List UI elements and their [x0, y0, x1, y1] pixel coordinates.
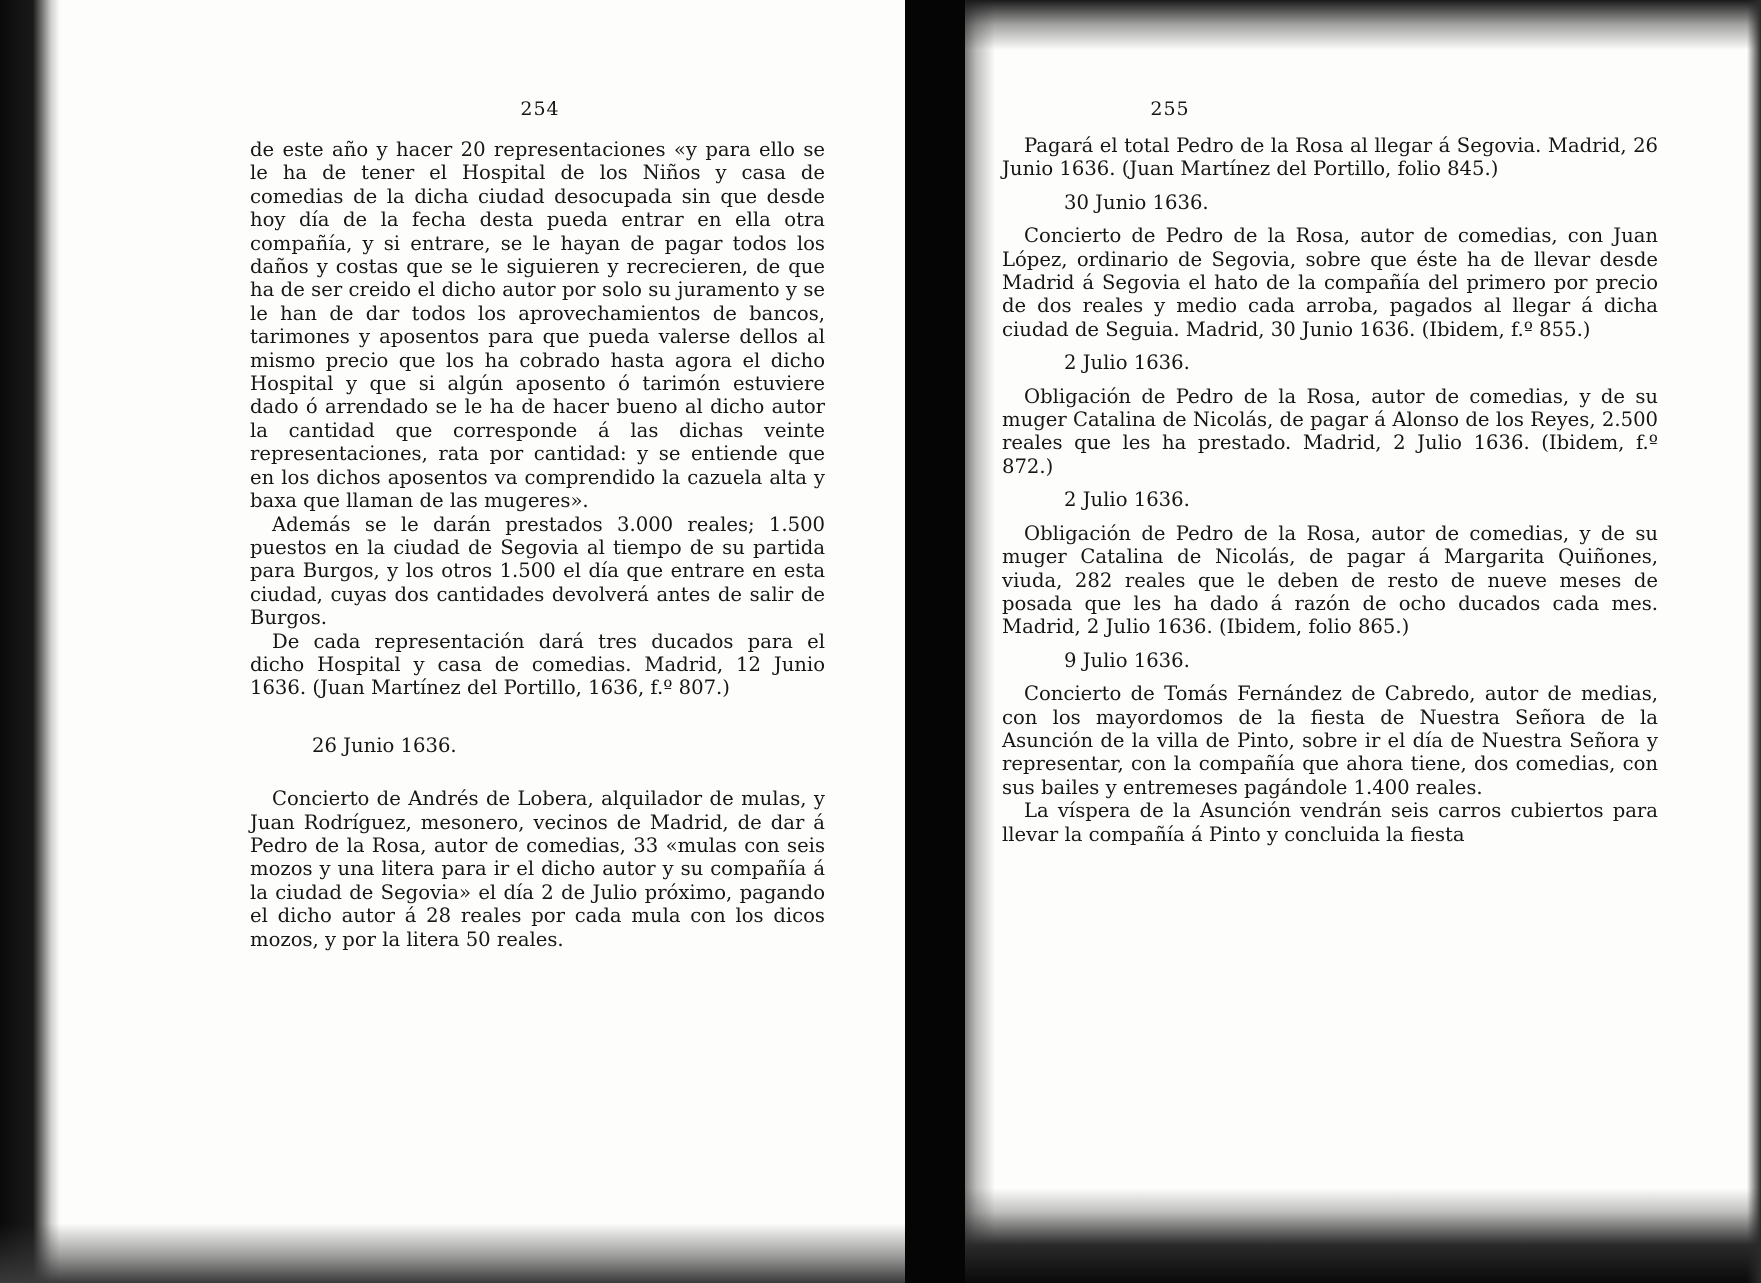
book-gutter — [905, 0, 965, 1283]
paragraph: Concierto de Pedro de la Rosa, autor de comedias, con Juan López, ordinario de Segovia, sobre que éste ha de llevar desde Madrid á Segovia el hato de la compañía del primero por precio de dos reales y medio cada arroba, pagados al llegar á dicha ciudad de Seguia. Madrid, 30 Junio 1636. (Ibidem, f.º 855.) — [1002, 224, 1658, 341]
right-page — [920, 0, 1761, 1283]
entry-date: 26 Junio 1636. — [312, 733, 457, 757]
scan-shadow-bottom — [920, 1188, 1761, 1283]
scan-shadow-bottom — [0, 1223, 920, 1283]
scan-shadow-top — [920, 0, 1761, 50]
scan-shadow-left — [0, 0, 60, 1283]
paragraph: Obligación de Pedro de la Rosa, autor de comedias, y de su muger Catalina de Nicolás, de pagar á Margarita Quiñones, viuda, 282 reales que le deben de resto de nueve meses de posada que les ha dado á razón de ocho ducados cada mes. Madrid, 2 Julio 1636. (Ibidem, folio 865.) — [1002, 521, 1658, 639]
scan-shadow-right — [1747, 0, 1761, 1283]
paragraph: de este año y hacer 20 representaciones «y para ello se le ha de tener el Hospital de los Niños y casa de comedias de la dicha ciudad desocupada sin que desde hoy día de la fecha desta pueda entrar en ella otra compañía, y si entrare, se le hayan de pagar todos los daños y costas que se le siguieren y recrecieren, de que ha de ser creido el dicho autor por solo su juramento y se le han de dar todos los aprovechamientos de bancos, tarimones y aposentos para que pueda valerse dellos al mismo precio que los ha cobrado hasta agora el dicho Hospital y que si algún aposento ó tarimón estuviere dado ó arrendado se le ha de hacer bueno al dicho autor la cantidad que corresponde á las dichas veinte representaciones, rata por cantidad: y se entiende que en los dichos aposentos va comprendido la cazuela alta y baxa que llaman de las mugeres». — [250, 138, 825, 513]
page-body — [250, 138, 825, 951]
entry-date: 9 Julio 1636. — [1064, 648, 1190, 672]
page-number: 255 — [1150, 98, 1190, 120]
page-body — [1002, 134, 1658, 846]
paragraph: Pagará el total Pedro de la Rosa al llegar á Segovia. Madrid, 26 Junio 1636. (Juan Martínez del Portillo, folio 845.) — [1002, 134, 1658, 181]
paragraph: Concierto de Andrés de Lobera, alquilador de mulas, y Juan Rodríguez, mesonero, vecinos de Madrid, de dar á Pedro de la Rosa, autor de comedias, 33 «mulas con seis mozos y una litera para ir el dicho autor y su compañía á la ciudad de Segovia» el día 2 de Julio próximo, pagando el dicho autor á 28 reales por cada mula con los dicos mozos, y por la litera 50 reales. — [250, 787, 825, 951]
entry-date: 2 Julio 1636. — [1064, 351, 1190, 375]
paragraph: Concierto de Tomás Fernández de Cabredo, autor de medias, con los mayordomos de la fiesta de Nuestra Señora de la Asunción de la villa de Pinto, sobre ir el día de Nuestra Señora y representar, con la compañía que ahora tiene, dos comedias, con sus bailes y entremeses pagándole 1.400 reales. — [1002, 682, 1658, 799]
entry-date: 2 Julio 1636. — [1064, 488, 1190, 512]
page-number: 254 — [520, 98, 560, 120]
paragraph: De cada representación dará tres ducados para el dicho Hospital y casa de comedias. Madrid, 12 Junio 1636. (Juan Martínez del Portillo, 1636, f.º 807.) — [250, 629, 825, 700]
entry-date: 30 Junio 1636. — [1064, 190, 1209, 214]
paragraph: La víspera de la Asunción vendrán seis carros cubiertos para llevar la compañía á Pinto y concluida la fiesta — [1002, 799, 1658, 846]
paragraph: Obligación de Pedro de la Rosa, autor de comedias, y de su muger Catalina de Nicolás, de pagar á Alonso de los Reyes, 2.500 reales que les ha prestado. Madrid, 2 Julio 1636. (Ibidem, f.º 872.) — [1002, 384, 1658, 478]
paragraph: Además se le darán prestados 3.000 reales; 1.500 puestos en la ciudad de Segovia al tiempo de su partida para Burgos, y los otros 1.500 el día que entrare en esta ciudad, cuyas dos cantidades devolverá antes de salir de Burgos. — [250, 512, 825, 630]
